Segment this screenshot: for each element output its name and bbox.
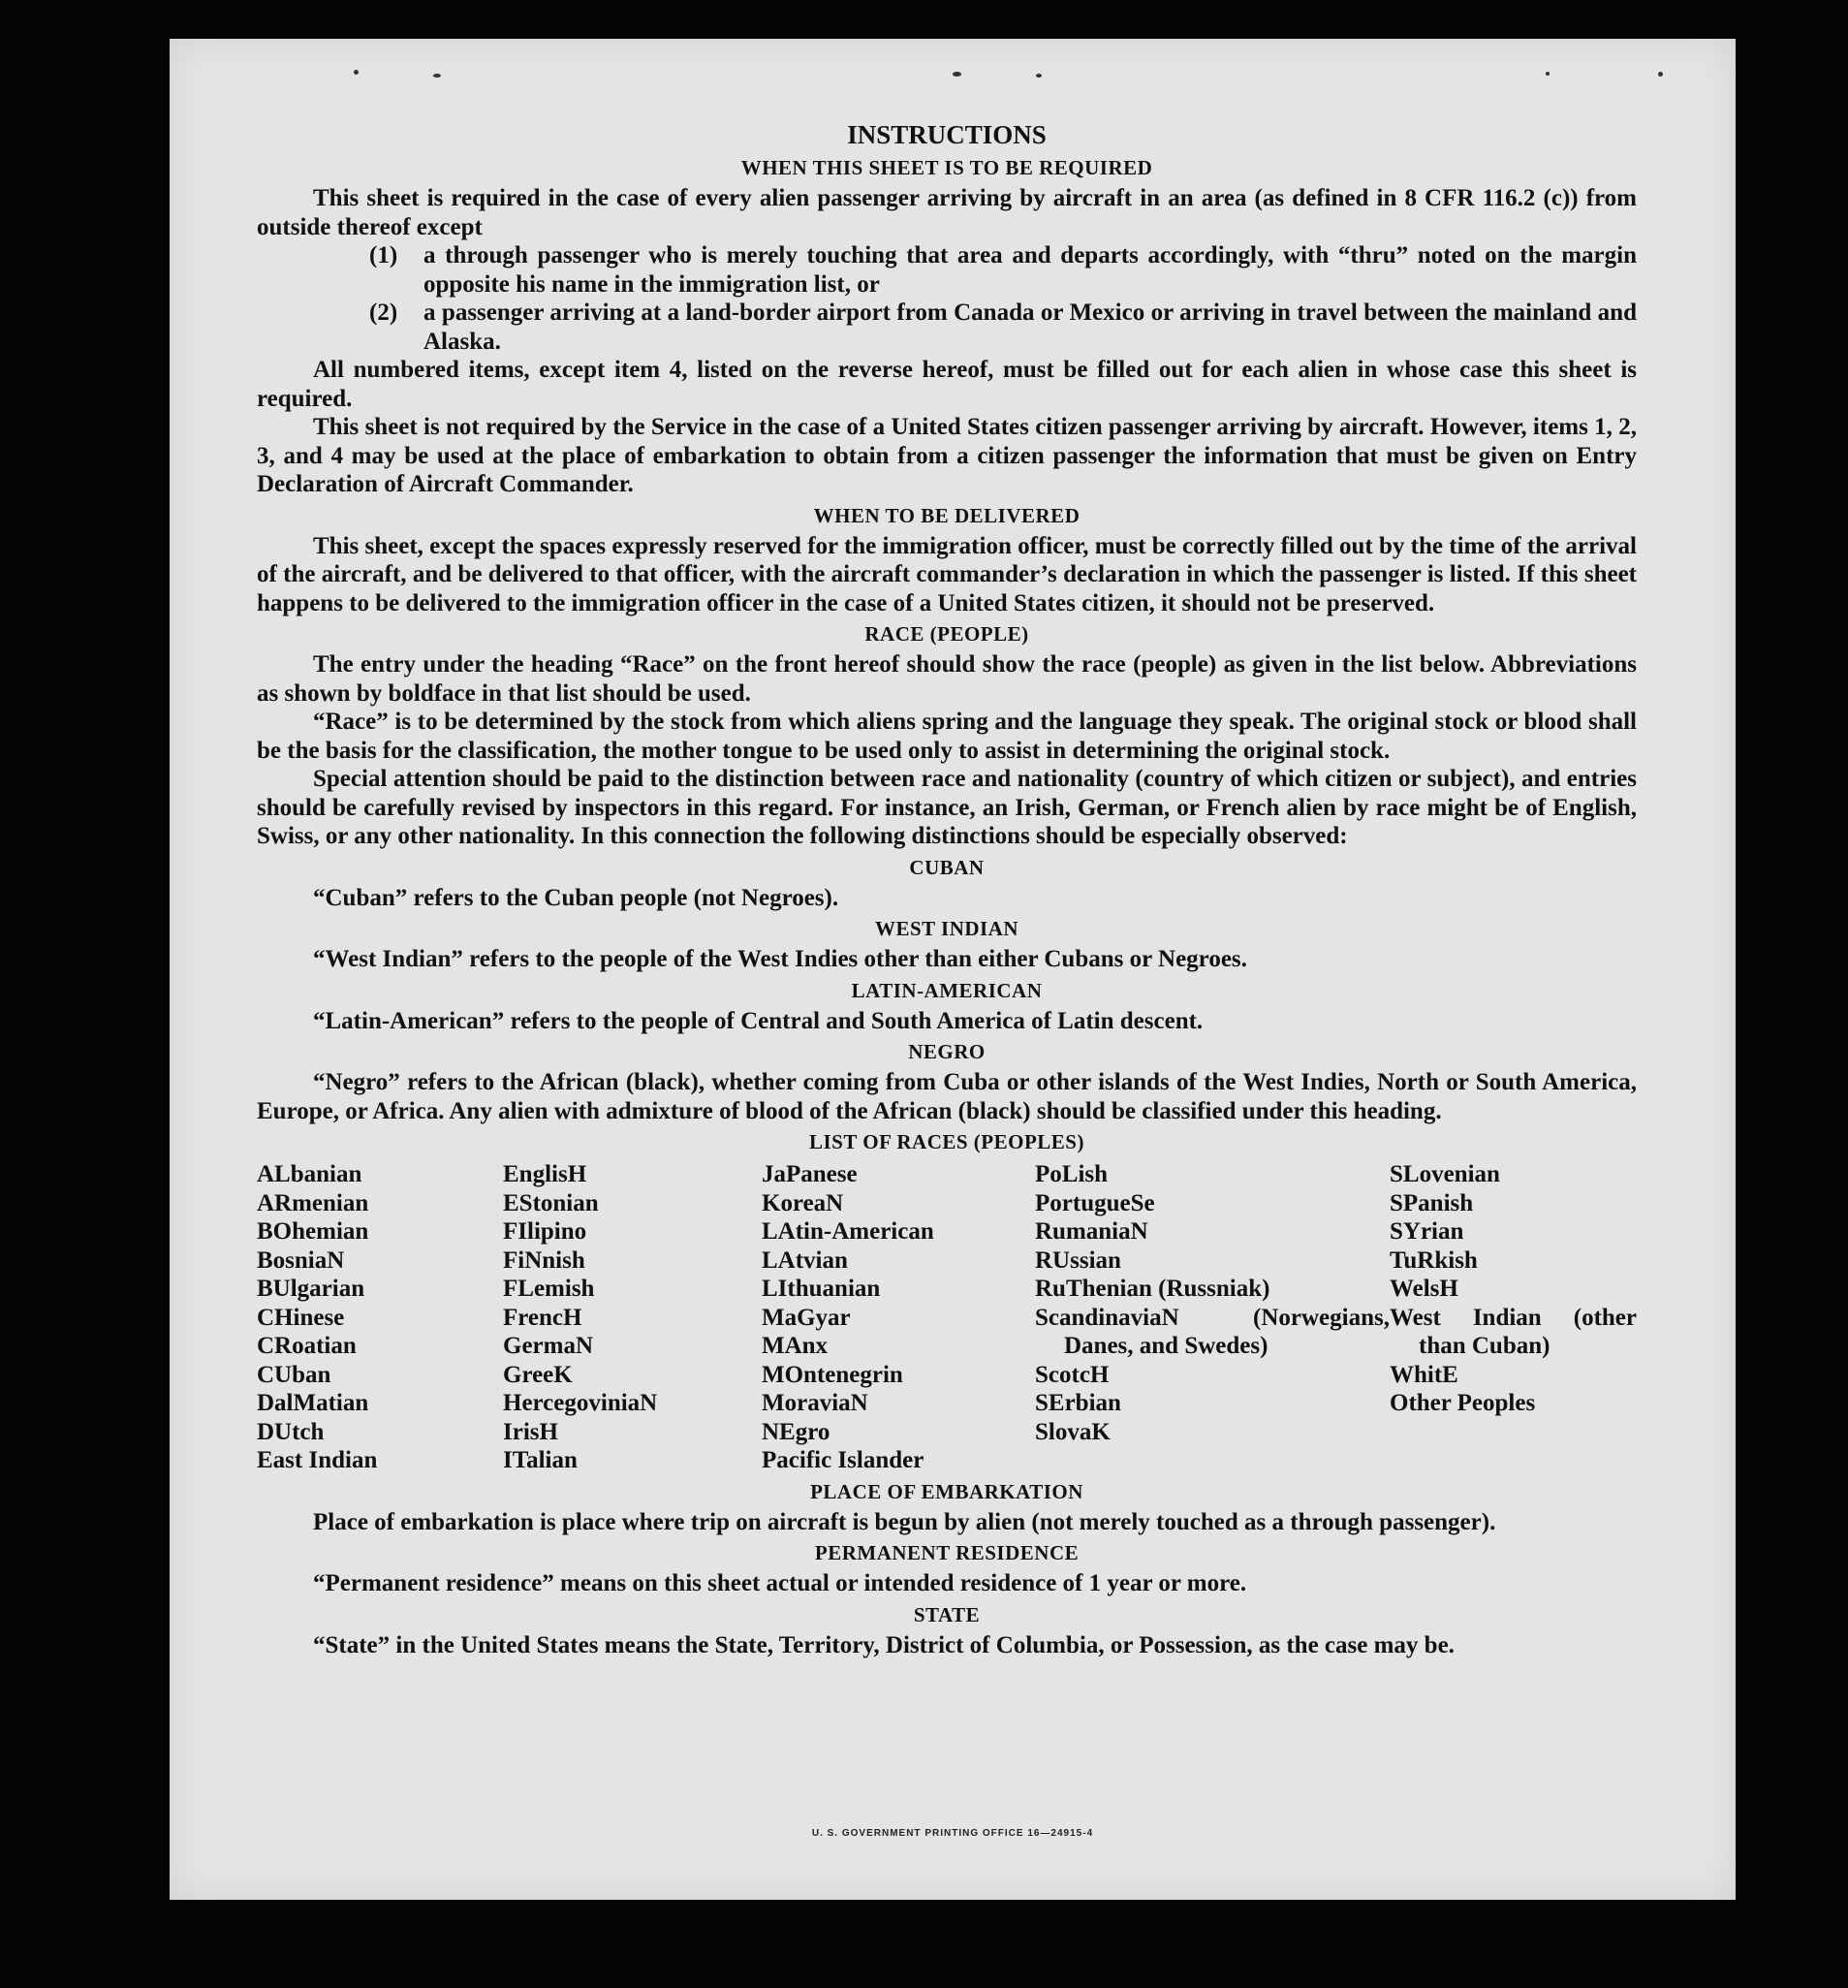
races-column-4 xyxy=(1035,1160,1390,1475)
race-entry: GreeK xyxy=(503,1361,573,1388)
race-entry: EStonian xyxy=(503,1189,599,1216)
exception-item-1 xyxy=(257,241,1637,299)
race-entry: MOntenegrin xyxy=(762,1361,903,1388)
races-column-3 xyxy=(762,1160,1035,1475)
instructions-content xyxy=(257,118,1637,1659)
race-entry: LAtvian xyxy=(762,1246,848,1274)
race-entry: EnglisH xyxy=(503,1161,587,1187)
race-entry: PortugueSe xyxy=(1035,1189,1155,1216)
permanent-residence-definition: “Permanent residence” means on this sheet actual or intended residence of 1 year or more. xyxy=(313,1570,1247,1596)
state-definition: “State” in the United States means the State, Territory, District of Columbia, or Possession, as the case may be. xyxy=(313,1631,1455,1658)
scan-speck xyxy=(433,74,441,78)
race-entry: LIthuanian xyxy=(762,1276,881,1302)
west-indian-definition: “West Indian” refers to the people of the West Indies other than either Cubans or Negroes. xyxy=(313,946,1247,972)
race-entry: IrisH xyxy=(503,1418,558,1445)
exception-number: (1) xyxy=(369,242,398,268)
races-list xyxy=(257,1160,1637,1475)
race-entry: SPanish xyxy=(1390,1189,1474,1216)
section-heading-race: RACE (PEOPLE) xyxy=(864,622,1029,646)
race-entry: CHinese xyxy=(257,1304,345,1331)
race-entry: BUlgarian xyxy=(257,1276,365,1302)
race-entry: Other Peoples xyxy=(1390,1390,1536,1416)
race-entry: CUban xyxy=(257,1361,331,1388)
race-entry: BosniaN xyxy=(257,1246,345,1274)
races-column-2 xyxy=(503,1160,762,1475)
race-entry: SErbian xyxy=(1035,1390,1121,1416)
scan-speck xyxy=(1546,72,1550,76)
race-entry: WhitE xyxy=(1390,1361,1458,1388)
place-of-embarkation-definition: Place of embarkation is place where trip on aircraft is begun by alien (not merely touched as a through passenger). xyxy=(313,1508,1496,1535)
section-heading-state: STATE xyxy=(913,1602,981,1626)
race-entry: PoLish xyxy=(1035,1161,1109,1187)
race-entry: ALbanian xyxy=(257,1161,362,1187)
race-entry: SYrian xyxy=(1390,1218,1464,1245)
exception-text: a passenger arriving at a land-border airport from Canada or Mexico or arriving in travel between the mainland and Alaska. xyxy=(423,300,1637,355)
race-entry: West Indian (other than Cuban) xyxy=(1390,1304,1637,1359)
race-entry: MaGyar xyxy=(762,1304,851,1331)
race-entry: ITalian xyxy=(503,1447,578,1473)
race-entry: MAnx xyxy=(762,1333,829,1359)
race-entry: SlovaK xyxy=(1035,1418,1111,1445)
race-entry: Pacific Islander xyxy=(762,1447,924,1473)
scan-speck xyxy=(354,70,359,75)
section-heading-place-of-embarkation: PLACE OF EMBARKATION xyxy=(810,1479,1083,1503)
document-page xyxy=(170,39,1736,1900)
race-paragraph-2: “Race” is to be determined by the stock from which aliens spring and the language they speak. The original stock or blood shall be the basis for the classification, the mother tongue to be used only to assist in determining the original stock. xyxy=(257,709,1637,764)
race-entry: RumaniaN xyxy=(1035,1218,1148,1245)
race-paragraph-1: The entry under the heading “Race” on the front hereof should show the race (people) as given in the list below. Abbreviations as shown by boldface in that list should be used. xyxy=(257,651,1637,707)
section-heading-west-indian: WEST INDIAN xyxy=(874,917,1019,940)
race-entry: SLovenian xyxy=(1390,1161,1500,1187)
section-heading-latin-american: LATIN-AMERICAN xyxy=(851,978,1043,1002)
race-entry: TuRkish xyxy=(1390,1246,1478,1274)
race-entry: GermaN xyxy=(503,1333,594,1359)
races-column-1 xyxy=(257,1160,503,1475)
instructions-title: INSTRUCTIONS xyxy=(847,120,1047,149)
negro-definition: “Negro” refers to the African (black), whether coming from Cuba or other islands of the West Indies, North or South America, Europe, or Africa. Any alien with admixture of blood of the African (black) should be classified under this heading. xyxy=(257,1069,1637,1124)
race-entry: FrencH xyxy=(503,1304,582,1331)
race-entry: LAtin-American xyxy=(762,1218,934,1245)
race-entry: RuThenian (Russniak) xyxy=(1035,1276,1270,1302)
scan-speck xyxy=(1658,72,1663,77)
section-heading-cuban: CUBAN xyxy=(909,855,985,879)
latin-american-definition: “Latin-American” refers to the people of Central and South America of Latin descent. xyxy=(313,1007,1204,1034)
race-entry: DalMatian xyxy=(257,1390,369,1416)
section-heading-when-required: WHEN THIS SHEET IS TO BE REQUIRED xyxy=(740,156,1153,179)
race-paragraph-3: Special attention should be paid to the distinction between race and nationality (country of which citizen or subject), and entries should be carefully revised by inspectors in this regard. For instance, an Irish, German, or French alien by race might be of English, Swiss, or any other nationality. In this connection the following distinctions should be especially observed: xyxy=(257,766,1637,849)
races-column-5 xyxy=(1390,1160,1637,1475)
race-entry: MoraviaN xyxy=(762,1390,868,1416)
race-entry: FIlipino xyxy=(503,1218,587,1245)
section-heading-when-delivered: WHEN TO BE DELIVERED xyxy=(813,503,1081,527)
race-entry: NEgro xyxy=(762,1418,830,1445)
race-entry: ScandinaviaN (Norwegians, Danes, and Swedes) xyxy=(1035,1304,1390,1359)
section-heading-permanent-residence: PERMANENT RESIDENCE xyxy=(814,1541,1080,1564)
scan-speck xyxy=(1036,74,1042,78)
race-entry: BOhemian xyxy=(257,1218,369,1245)
section-heading-list-of-races: LIST OF RACES (PEOPLES) xyxy=(809,1130,1084,1153)
race-entry: KoreaN xyxy=(762,1189,844,1216)
when-required-intro: This sheet is required in the case of every alien passenger arriving by aircraft in an area (as defined in 8 CFR 116.2 (c)) from outside thereof except xyxy=(257,185,1637,240)
section-heading-negro: NEGRO xyxy=(908,1040,986,1063)
race-entry: JaPanese xyxy=(762,1161,858,1187)
race-entry: East Indian xyxy=(257,1447,378,1473)
race-entry: ScotcH xyxy=(1035,1361,1110,1388)
race-entry: DUtch xyxy=(257,1418,325,1445)
printing-office-footer: U. S. GOVERNMENT PRINTING OFFICE 16—24915-4 xyxy=(811,1828,1094,1839)
race-entry: WelsH xyxy=(1390,1276,1458,1302)
numbered-items-paragraph: All numbered items, except item 4, listed on the reverse hereof, must be filled out for each alien in whose case this sheet is required. xyxy=(257,357,1637,412)
race-entry: RUssian xyxy=(1035,1246,1121,1274)
race-entry: FiNnish xyxy=(503,1246,585,1274)
race-entry: ARmenian xyxy=(257,1189,369,1216)
race-entry: FLemish xyxy=(503,1276,595,1302)
scan-speck xyxy=(953,72,961,77)
race-entry: CRoatian xyxy=(257,1333,357,1359)
citizen-paragraph: This sheet is not required by the Service in the case of a United States citizen passenger arriving by aircraft. However, items 1, 2, 3, and 4 may be used at the place of embarkation to obtain from a citizen passenger the information that must be given on Entry Declaration of Aircraft Commander. xyxy=(257,414,1637,497)
exception-item-2 xyxy=(257,299,1637,356)
exception-number: (2) xyxy=(369,300,398,326)
cuban-definition: “Cuban” refers to the Cuban people (not Negroes). xyxy=(313,884,839,911)
race-entry: HercegoviniaN xyxy=(503,1390,658,1416)
when-delivered-text: This sheet, except the spaces expressly reserved for the immigration officer, must be correctly filled out by the time of the arrival of the aircraft, and be delivered to that officer, with the aircraft commander’s declaration in which the passenger is listed. If this sheet happens to be delivered to the immigration officer in the case of a United States citizen, it should not be preserved. xyxy=(257,532,1637,616)
exception-text: a through passenger who is merely touching that area and departs accordingly, with “thru” noted on the margin opposite his name in the immigration list, or xyxy=(423,242,1637,298)
